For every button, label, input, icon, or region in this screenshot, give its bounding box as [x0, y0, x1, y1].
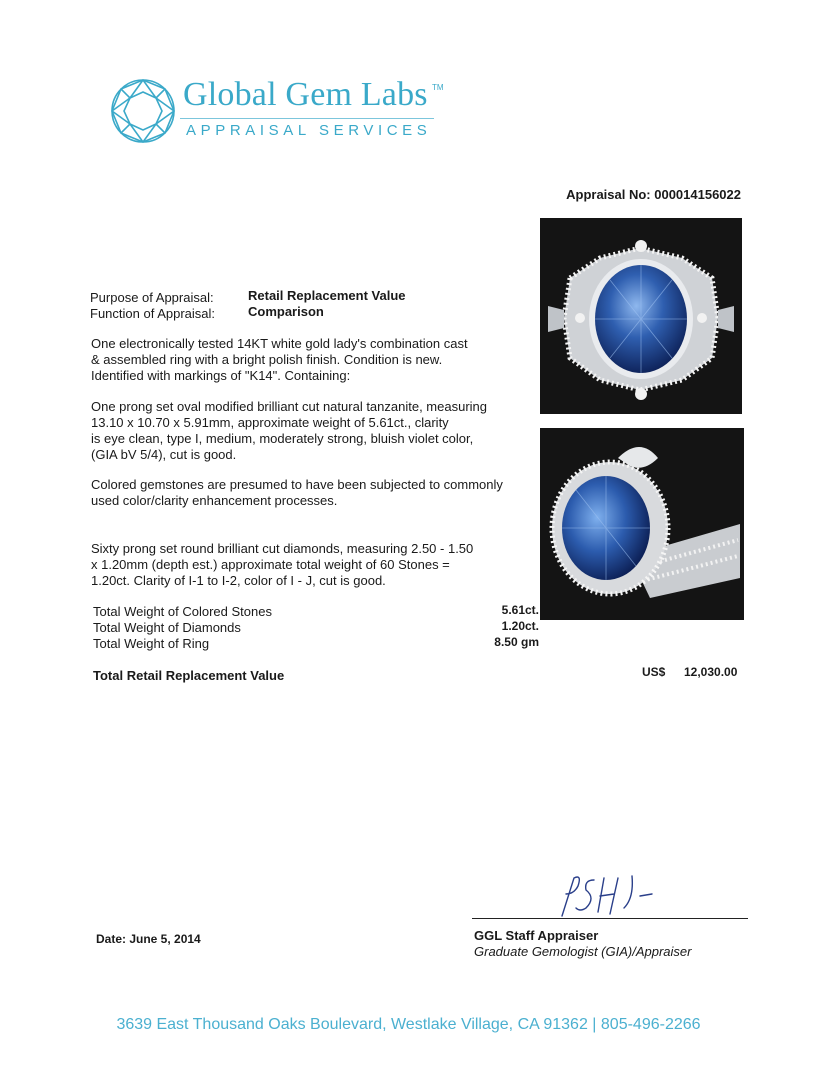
weight-value: 5.61ct.	[501, 603, 539, 617]
purpose-value: Retail Replacement Value	[248, 288, 406, 303]
appraisal-number: Appraisal No: 000014156022	[566, 187, 741, 202]
weight-label: Total Weight of Colored Stones	[93, 604, 272, 619]
total-currency: US$	[642, 665, 666, 679]
signature-line	[472, 918, 748, 919]
weight-value: 1.20ct.	[501, 619, 539, 633]
logo-divider	[180, 118, 434, 119]
appraiser-title: GGL Staff Appraiser	[474, 928, 599, 943]
brand-subtitle: APPRAISAL SERVICES	[186, 122, 432, 139]
footer-address: 3639 East Thousand Oaks Boulevard, Westlake Village, CA 91362 | 805-496-2266	[116, 1016, 701, 1033]
diamond-description: Sixty prong set round brilliant cut diamonds, measuring 2.50 - 1.50 x 1.20mm (depth est.) approximate total weight of 60 Stones = 1.20ct. Clarity of I-1 to I-2, color of I - J, cut is good.	[91, 541, 474, 588]
ring-photo-front	[540, 218, 742, 414]
ring-description: One electronically tested 14KT white gold lady's combination cast & assembled ring with a bright polish finish. Condition is new. Identified with markings of "K14". Containing:	[91, 336, 468, 383]
enhancement-note: Colored gemstones are presumed to have been subjected to commonly used color/clarity enhancement processes.	[91, 477, 503, 508]
ring-photo-side	[540, 428, 744, 620]
total-label: Total Retail Replacement Value	[93, 668, 285, 683]
purpose-label: Purpose of Appraisal:	[90, 290, 214, 305]
appraisal-date: Date: June 5, 2014	[96, 932, 201, 946]
function-value: Comparison	[248, 304, 324, 319]
function-label: Function of Appraisal:	[90, 306, 216, 321]
brand-name: Global Gem Labs	[183, 76, 428, 113]
signature-mark	[548, 868, 658, 920]
weight-label: Total Weight of Ring	[93, 636, 210, 651]
appraiser-credential: Graduate Gemologist (GIA)/Appraiser	[474, 944, 692, 959]
gem-logo-icon	[110, 78, 176, 144]
total-amount: 12,030.00	[684, 665, 738, 679]
tanzanite-description: One prong set oval modified brilliant cut natural tanzanite, measuring 13.10 x 10.70 x 5.91mm, approximate weight of 5.61ct., clarity is eye clean, type I, medium, moderately strong, bluish violet color, (GIA bV 5/4), cut is good.	[91, 399, 487, 462]
weight-value: 8.50 gm	[494, 635, 539, 649]
weight-label: Total Weight of Diamonds	[93, 620, 241, 635]
trademark: TM	[432, 83, 444, 92]
